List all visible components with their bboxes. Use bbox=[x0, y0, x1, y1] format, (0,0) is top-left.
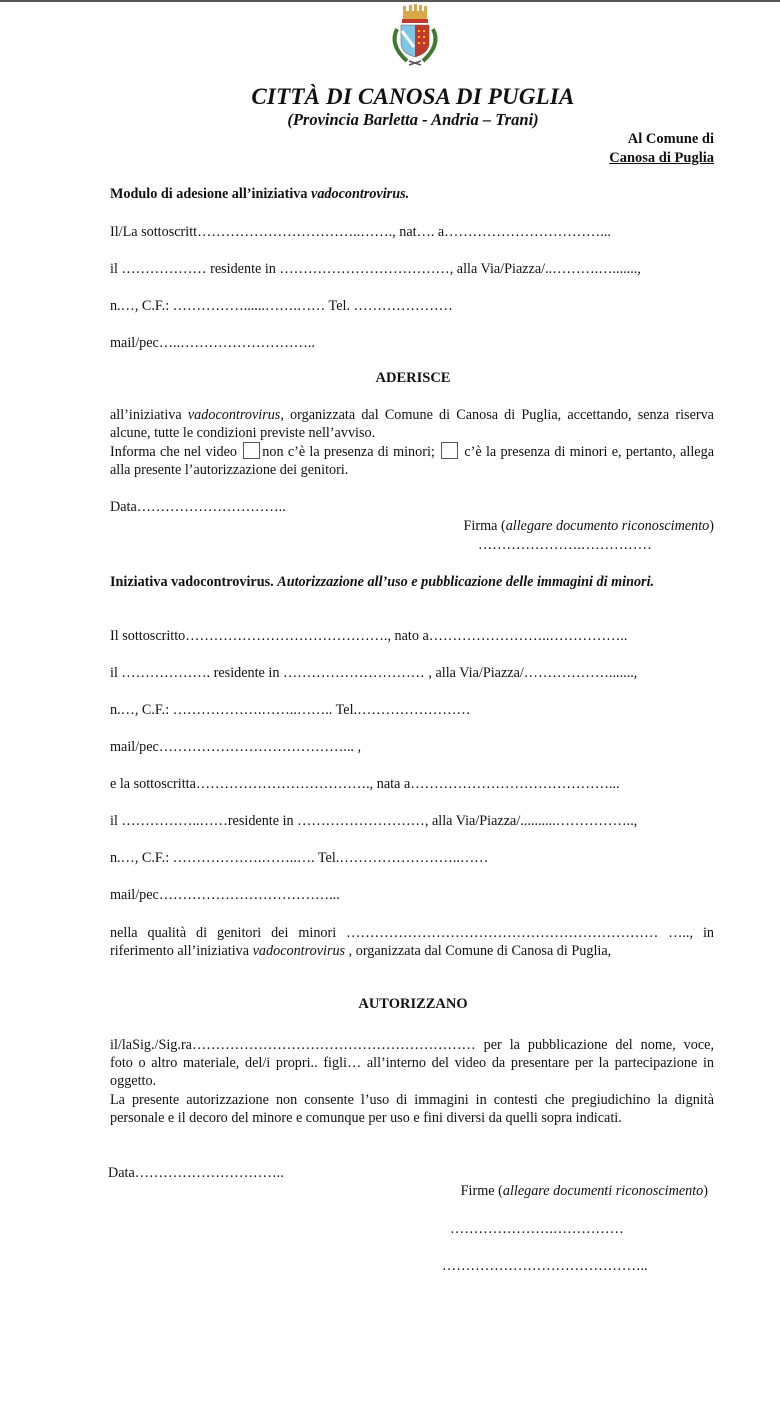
father-cf-tel-field[interactable]: n.…, C.F.: ……………….……..…….. Tel.…………………… bbox=[110, 702, 471, 718]
name-birth-field[interactable]: Il/La sottoscritt……………………………..……., nat…. a……………………………... bbox=[110, 224, 611, 240]
city-title: CITTÀ DI CANOSA DI PUGLIA bbox=[251, 84, 575, 109]
date-field-2[interactable]: Data………………………….. bbox=[108, 1165, 284, 1181]
signature-line-3[interactable]: …………………………………….. bbox=[442, 1258, 648, 1274]
father-residence-field[interactable]: il ………………. residente in ………………………… , alla Via/Piazza/………………......., bbox=[110, 665, 638, 681]
mail-pec-field[interactable]: mail/pec…..……………………….. bbox=[110, 335, 315, 351]
signature-label-2: Firme (allegare documenti riconoscimento) bbox=[460, 1183, 708, 1199]
father-mail-field[interactable]: mail/pec…………………………………... , bbox=[110, 739, 362, 755]
recipient-line2: Canosa di Puglia bbox=[609, 150, 714, 166]
mother-cf-tel-field[interactable]: n.…, C.F.: ……………….……..…. Tel.……………………..…… bbox=[110, 850, 489, 866]
coat-of-arms-icon bbox=[383, 3, 447, 71]
no-minors-checkbox[interactable] bbox=[243, 442, 260, 459]
father-name-field[interactable]: Il sottoscritto……………………………………., nato a……………………..…………….. bbox=[110, 628, 628, 644]
date-field-1[interactable]: Data………………………….. bbox=[110, 499, 286, 515]
window-top-border bbox=[0, 0, 780, 2]
cf-tel-field[interactable]: n.…, C.F.: ……………......…….…… Tel. ………………… bbox=[110, 298, 453, 314]
signature-line-1[interactable]: ………………….…………… bbox=[478, 537, 652, 553]
authorization-paragraph-2: La presente autorizzazione non consente l’uso di immagini in contesti che pregiudichino la dignità personale e il decoro del minore e comunque per uso e fini diversi da quelli sopra indicati. bbox=[110, 1092, 714, 1126]
autorizzano-heading: AUTORIZZANO bbox=[358, 996, 468, 1012]
adhesion-paragraph: all’iniziativa vadocontrovirus, organizzata dal Comune di Canosa di Puglia, accettando, senza riserva alcune, tutte le condizioni previste nell’avviso. Informa che nel video non c’è la presenza di minori; c’è la presenza di minori e, pertanto, allega alla presente l’autorizzazione dei genitori. bbox=[110, 407, 714, 478]
section2-heading: Iniziativa vadocontrovirus. Autorizzazione all’uso e pubblicazione delle immagini di minori. bbox=[110, 574, 655, 590]
minors-present-checkbox[interactable] bbox=[441, 442, 458, 459]
mother-mail-field[interactable]: mail/pec………………………………... bbox=[110, 887, 340, 903]
mother-residence-field[interactable]: il ……………..……residente in ………………………, alla Via/Piazza/..........…………….., bbox=[110, 813, 638, 829]
section1-heading: Modulo di adesione all’iniziativa vadocontrovirus. bbox=[110, 186, 410, 202]
signature-label-1: Firma (allegare documento riconoscimento) bbox=[463, 518, 714, 534]
residence-field[interactable]: il ……………… residente in ………………………………, alla Via/Piazza/..……….…......., bbox=[110, 261, 641, 277]
authorization-paragraph-1: il/laSig./Sig.ra…………………………………………………… per la pubblicazione del nome, voce, foto o altro materiale, del/i propri.. figli… all’interno del video da presentare per la partecipazione in oggetto. bbox=[110, 1037, 714, 1089]
aderisce-heading: ADERISCE bbox=[375, 370, 451, 386]
province-subtitle: (Provincia Barletta - Andria – Trani) bbox=[287, 110, 539, 129]
mother-name-field[interactable]: e la sottoscritta………………………………., nata a……………………………………... bbox=[110, 776, 620, 792]
signature-line-2[interactable]: ………………….…………… bbox=[450, 1221, 624, 1237]
recipient-line1: Al Comune di bbox=[627, 131, 714, 147]
parents-paragraph: nella qualità di genitori dei minori ………………………………………………………… ….., in riferimento all’iniziativa vadocontrovirus , organizzata dal Comune di Canosa di Puglia, bbox=[110, 925, 714, 959]
